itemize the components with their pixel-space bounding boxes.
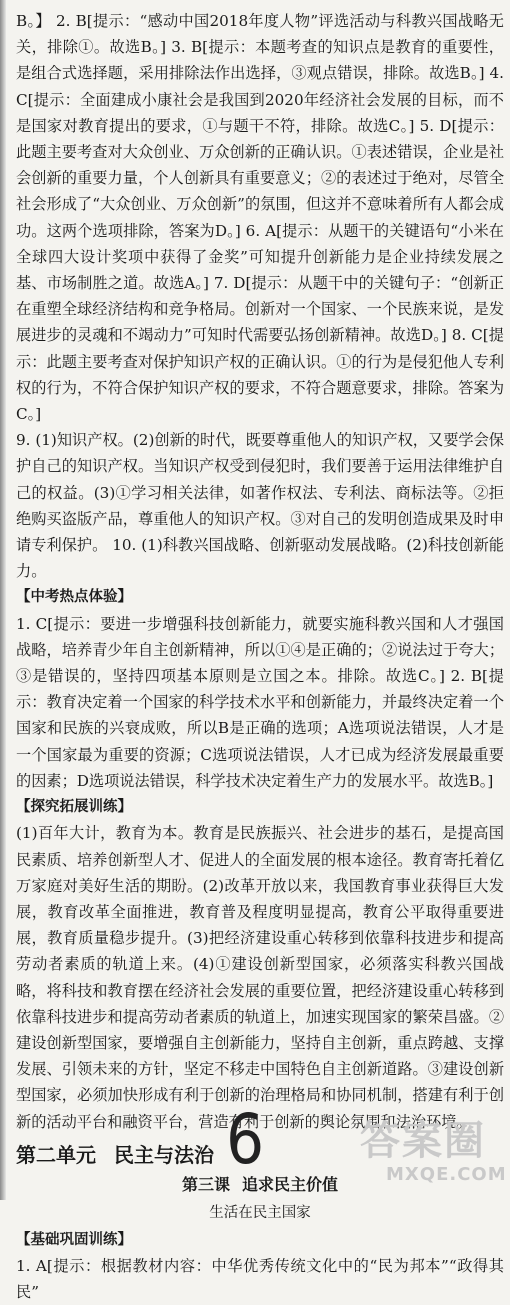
- watermark-logo: [360, 1118, 507, 1186]
- watermark-url: MXQE.COM: [386, 1164, 507, 1185]
- section-heading-exam: 【中考热点体验】: [16, 589, 132, 606]
- answers-part-1: B。】 2. B[提示：“感动中国2018年度人物”评选活动与科教兴国战略无关，排除①。故选B。] 3. B[提示：本题考查的知识点是教育的重要性，是组合式选择题，采用排除法作出选择，③观点错误，排除。故选B。] 4. C[提示：全面建成小康社会是我国到2020年经济社会发展的目标，而不是国家对教育提出的要求，①与题干不符，排除。故选C。] 5. D[提示：此题主要考查对大众创业、万众创新的正确认识。①表述错误，企业是社会创新的重要力量，个人创新具有重要意义；②的表述过于绝对，尽管全社会形成了“大众创业、万众创新”的氛围，但这并不意味着所有人都会成功。这两个选项排除，答案为D。] 6. A[提示：从题干的关键语句“小米在全球四大设计奖项中获得了金奖”可知提升创新能力是企业持续发展之基、市场制胜之道。故选A。] 7. D[提示：从题干中的关键句子：“创新正在重塑全球经济结构和竞争格局。创新对一个国家、一个民族来说，是发展进步的灵魂和不竭动力”可知时代需要弘扬创新精神。故选D。] 8. C[提示：此题主要考查对保护知识产权的正确认识。①的行为是侵犯他人专利权的行为，不符合保护知识产权的要求，不符合题意要求，排除。答案为C。]: [16, 12, 504, 424]
- binding-shadow: [0, 0, 6, 1200]
- answers-part-2: 9. (1)知识产权。(2)创新的时代，既要尊重他人的知识产权，又要学会保护自己的知识产权。当知识产权受到侵犯时，我们要善于运用法律维护自己的权益。(3)①学习相关法律，如著作权法、专利法、商标法等。②拒绝购买盗版产品，尊重他人的知识产权。③对自己的发明创造成果及时申请专利保护。 10. (1)科教兴国战略、创新驱动发展战略。(2)科技创新能力。: [16, 431, 504, 581]
- unit-number: 第二单元: [16, 1142, 96, 1167]
- lesson-name: 追求民主价值: [242, 1174, 339, 1194]
- answers-explore: (1)百年大计，教育为本。教育是民族振兴、社会进步的基石，是提高国民素质、培养创新型人才、促进人的全面发展的根本途径。教育寄托着亿万家庭对美好生活的期盼。(2)改革开放以来，我国教育事业获得巨大发展，教育改革全面推进，教育普及程度明显提高，教育公平取得重要进展，教育质量稳步提升。(3)把经济建设重心转移到依靠科技进步和提高劳动者素质的轨道上来。(4)①建设创新型国家，必须落实科教兴国战略，将科技和教育摆在经济社会发展的重要位置，把经济建设重心转移到依靠科技进步和提高劳动者素质的轨道上，加速实现国家的繁荣昌盛。②建设创新型国家，要增强自主创新能力，坚持自主创新，重点跨越、支撑发展、引领未来的方针，坚定不移走中国特色自主创新道路。③建设创新型国家，必须加快形成有利于创新的治理格局和协同机制，搭建有利于创新的活动平台和融资平台，营造有利于创新的舆论氛围和法治环境。: [16, 824, 504, 1131]
- section-heading-basic: 【基础巩固训练】: [16, 1231, 132, 1248]
- answers-basic: 1. A[提示：根据教材内容：中华优秀传统文化中的“民为邦本”“政得其民”: [16, 1256, 504, 1302]
- subsection-title: 生活在民主国家: [209, 1204, 311, 1221]
- section-heading-explore: 【探究拓展训练】: [16, 799, 132, 816]
- watermark-text: 答案圈: [360, 1118, 486, 1164]
- unit-name: 民主与法治: [114, 1142, 214, 1167]
- answers-exam: 1. C[提示：要进一步增强科技创新能力，就要实施科教兴国和人才强国战略，培养青少年自主创新精神，所以①④是正确的；②说法过于夸大；③是错误的，坚持四项基本原则是立国之本。排除。故选C。] 2. B[提示：教育决定着一个国家的科学技术水平和创新能力，并最终决定着一个国家和民族的兴衰成败，所以B是正确的选项；A选项说法错误，人才是一个国家最为重要的资源；C选项说法错误，人才已成为经济发展最重要的因素；D选项说法错误，科学技术决定着生产力的发展水平。故选B。]: [16, 614, 504, 790]
- lesson-number: 第三课: [181, 1174, 230, 1194]
- handwritten-page-number: 6: [226, 1099, 265, 1181]
